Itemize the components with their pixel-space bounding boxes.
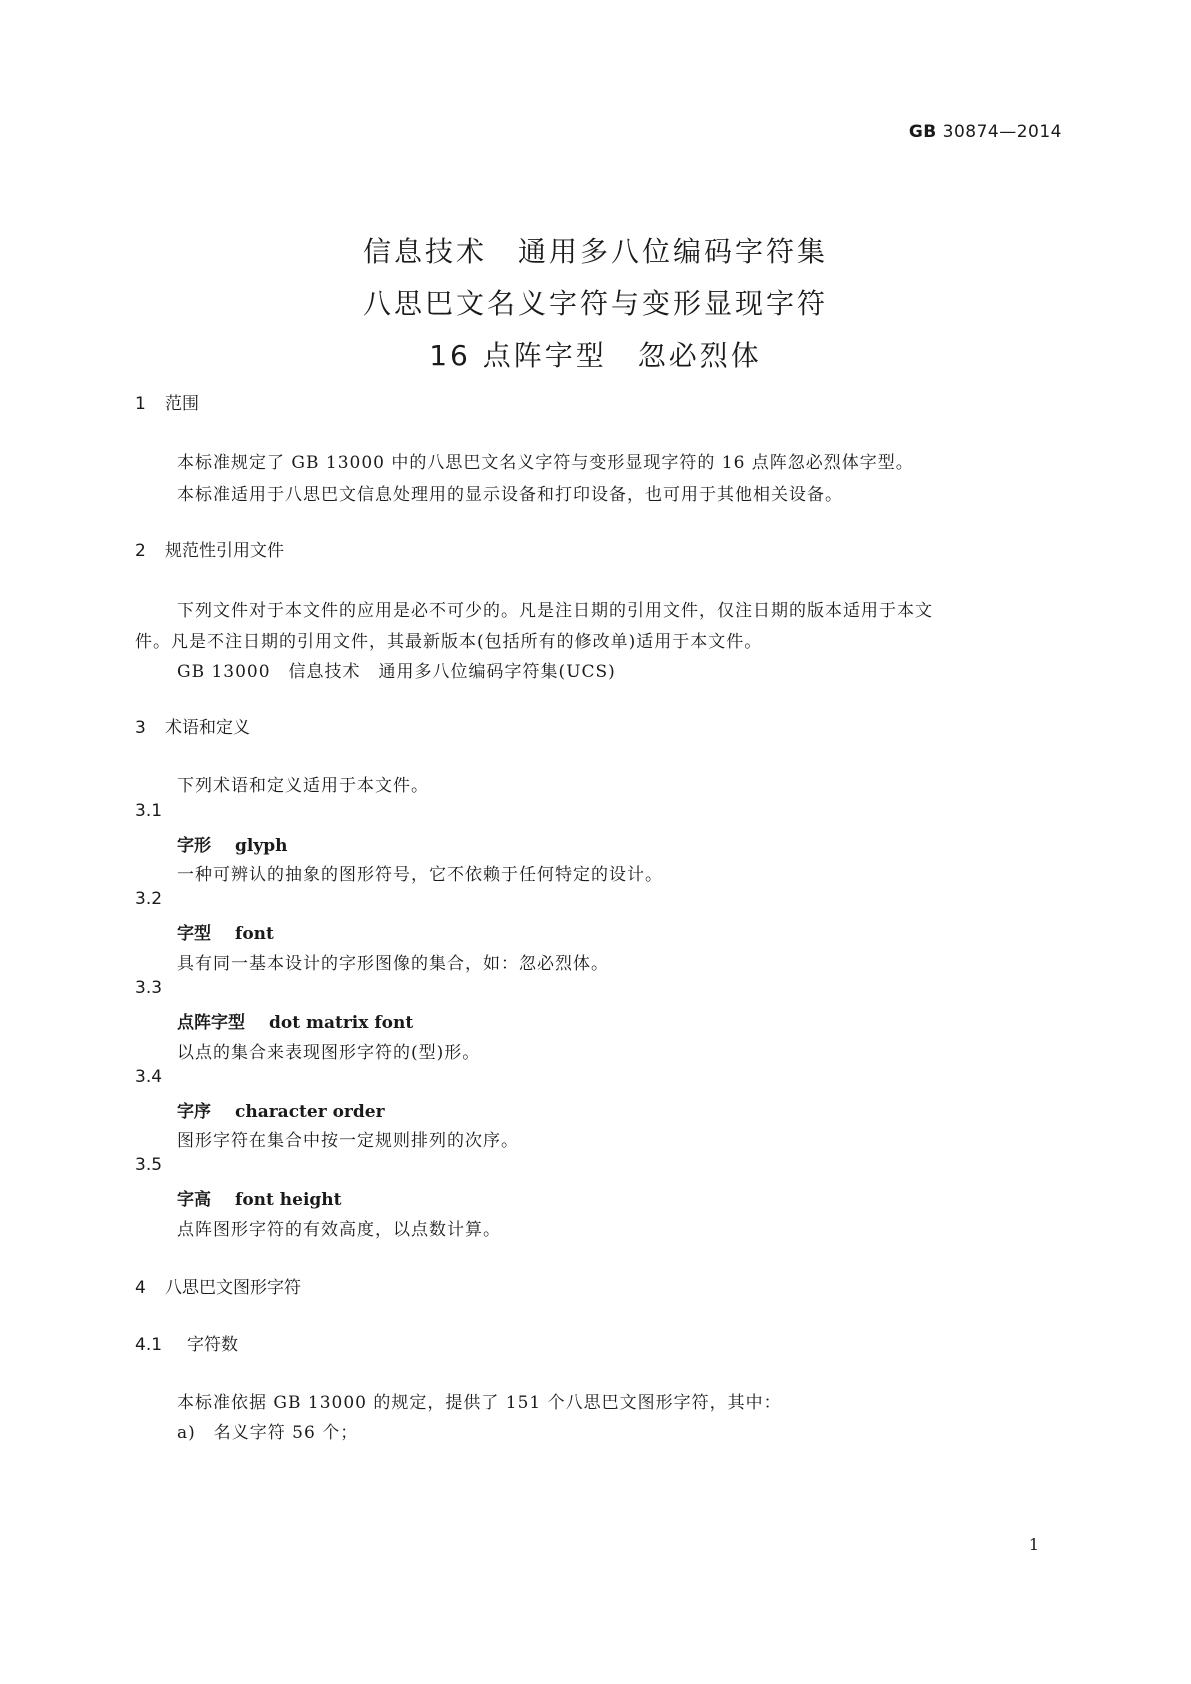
section-3-title: 术语和定义 [165,718,250,738]
term-3-3-number: 3.3 [135,978,163,998]
title-line-2: 八思巴文名义字符与变形显现字符 [362,287,828,320]
term-3-5-en: font height [235,1190,342,1210]
standard-prefix: GB [908,122,937,142]
term-3-3-title [177,1008,413,1033]
section-4-title: 八思巴文图形字符 [165,1278,301,1298]
section-4-heading [135,1273,301,1298]
term-3-1-definition: 一种可辨认的抽象的图形符号，它不依赖于任何特定的设计。 [177,865,663,885]
section-4-number: 4 [135,1278,146,1298]
term-3-5-zh: 字高 [177,1190,211,1210]
section-2-title: 规范性引用文件 [165,541,284,561]
term-3-2-title [177,919,274,944]
section-2-paragraph-line-1: 下列文件对于本文件的应用是必不可少的。凡是注日期的引用文件，仅注日期的版本适用于本文 [177,601,933,621]
term-3-1-title [177,831,287,856]
section-2-heading [135,536,284,561]
section-1-heading [135,389,199,414]
term-3-2-en: font [235,924,274,944]
subsection-4-1-heading [135,1330,238,1355]
term-3-4-number: 3.4 [135,1067,163,1087]
term-3-4-title [177,1097,385,1122]
subsection-4-1-title: 字符数 [187,1335,238,1355]
title-line-1: 信息技术 通用多八位编码字符集 [362,235,828,268]
section-3-intro: 下列术语和定义适用于本文件。 [177,776,429,796]
title-line-3: 16 点阵字型 忽必烈体 [429,339,762,372]
section-1-number: 1 [135,394,146,414]
subsection-4-1-number: 4.1 [135,1335,163,1355]
term-3-1-en: glyph [235,836,288,856]
section-3-number: 3 [135,718,146,738]
section-2-paragraph-line-2: 件。凡是不注日期的引用文件，其最新版本(包括所有的修改单)适用于本文件。 [135,632,763,652]
standard-number: 30874—2014 [942,122,1062,142]
term-3-5-definition: 点阵图形字符的有效高度，以点数计算。 [177,1220,501,1240]
normative-reference: GB 13000 信息技术 通用多八位编码字符集(UCS) [177,662,616,682]
term-3-5-title [177,1185,342,1210]
term-3-1-zh: 字形 [177,836,211,856]
list-item-a: a) 名义字符 56 个； [177,1423,359,1443]
term-3-1-number: 3.1 [135,801,163,821]
term-3-4-zh: 字序 [177,1102,211,1122]
term-3-2-zh: 字型 [177,924,211,944]
section-2-number: 2 [135,541,146,561]
term-3-5-number: 3.5 [135,1155,163,1175]
term-3-3-en: dot matrix font [269,1013,414,1033]
section-1-paragraph-2: 本标准适用于八思巴文信息处理用的显示设备和打印设备，也可用于其他相关设备。 [177,485,843,505]
subsection-4-1-paragraph: 本标准依据 GB 13000 的规定，提供了 151 个八思巴文图形字符，其中： [177,1393,782,1413]
term-3-3-definition: 以点的集合来表现图形字符的(型)形。 [177,1043,481,1063]
term-3-2-definition: 具有同一基本设计的字形图像的集合，如：忽必烈体。 [177,954,609,974]
standard-code [909,122,1062,142]
page-number: 1 [1028,1535,1039,1554]
section-1-title: 范围 [165,394,199,414]
section-1-paragraph-1: 本标准规定了 GB 13000 中的八思巴文名义字符与变形显现字符的 16 点阵忽必烈体字型。 [177,453,914,473]
section-3-heading [135,713,250,738]
document-title [0,226,1191,382]
term-3-4-en: character order [235,1102,385,1122]
term-3-3-zh: 点阵字型 [177,1013,245,1033]
term-3-4-definition: 图形字符在集合中按一定规则排列的次序。 [177,1131,519,1151]
term-3-2-number: 3.2 [135,889,163,909]
